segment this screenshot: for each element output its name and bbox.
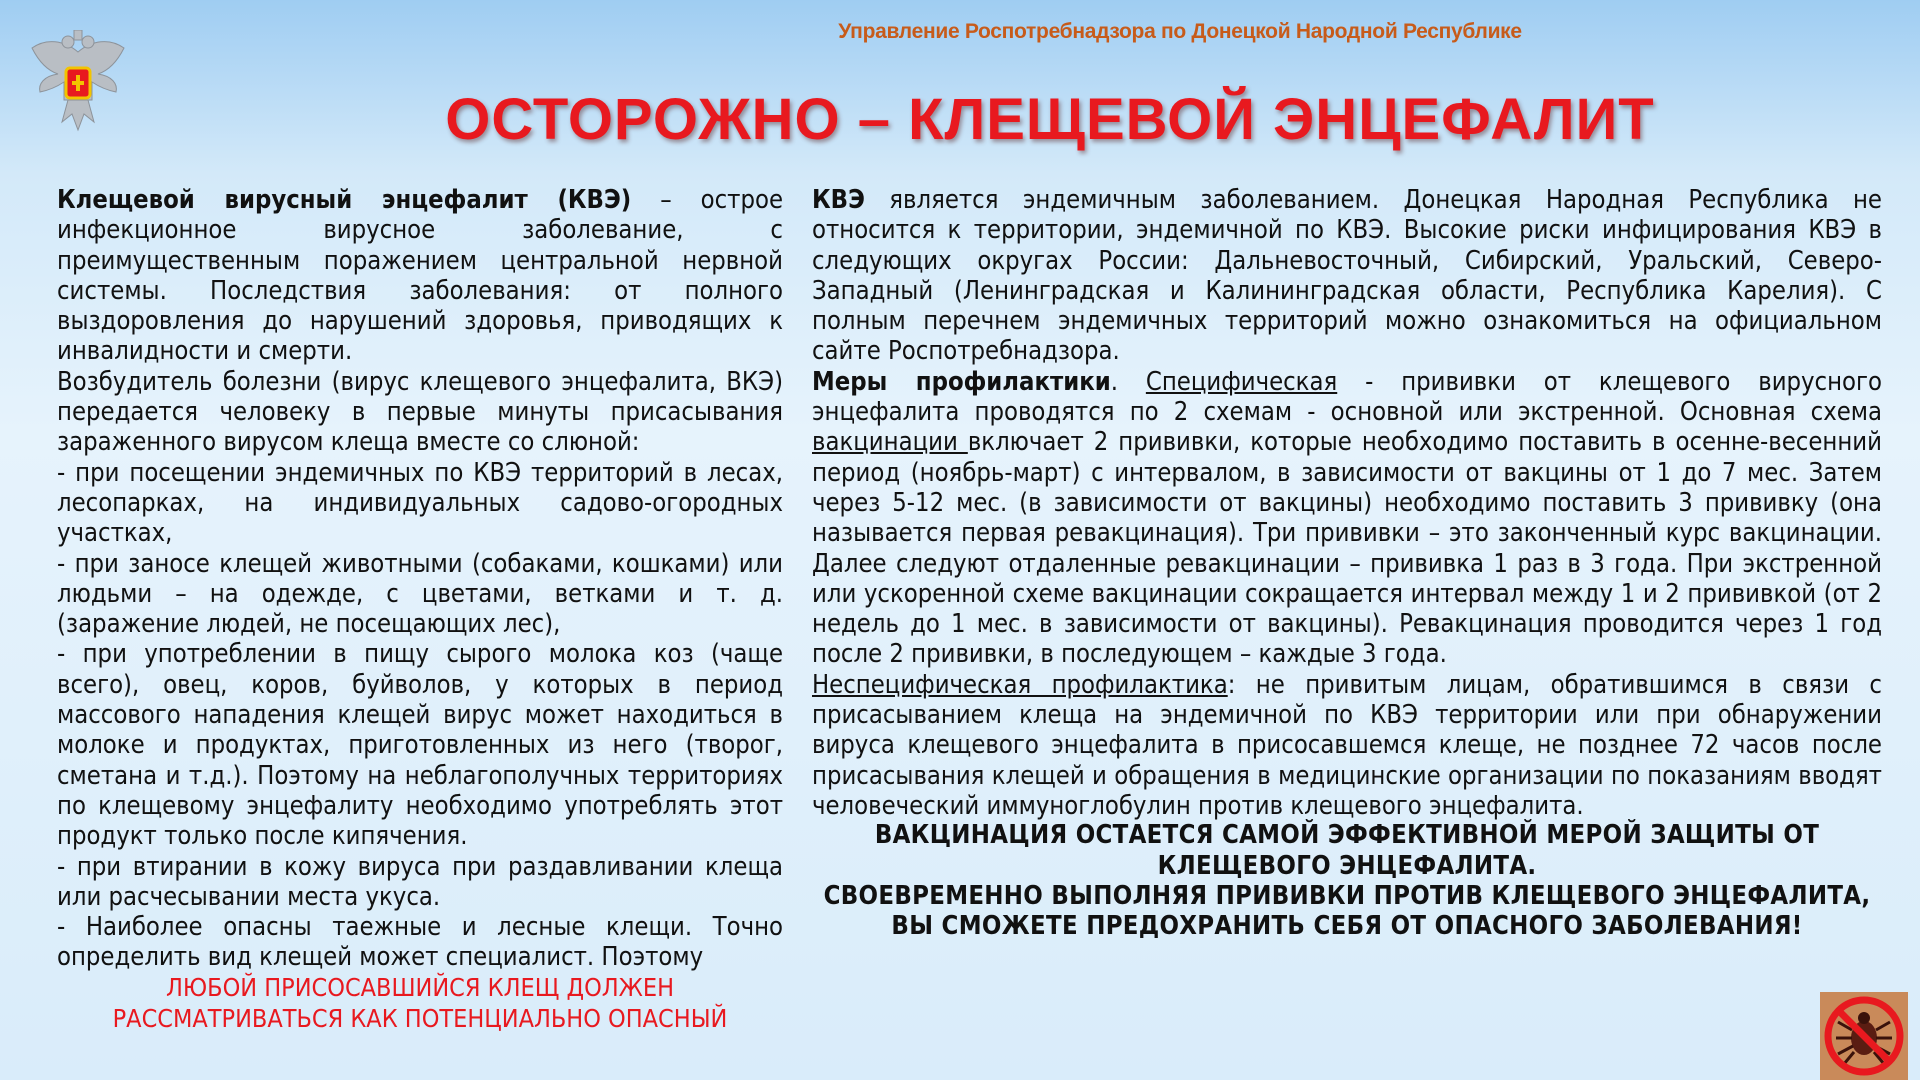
- left-paragraph-transmission: Возбудитель болезни (вирус клещевого энцефалита, ВКЭ) передается человеку в первые минуты присасывания зараженного вирусом клеща вместе со слюной:: [57, 365, 783, 457]
- left-column: [57, 184, 783, 1034]
- left-bullet-endemic-visit: - при посещении эндемичных по КВЭ территорий в лесах, лесопарках, на индивидуальных садово-огородных участках,: [57, 456, 783, 548]
- conclusion-vaccination: ВАКЦИНАЦИЯ ОСТАЕТСЯ САМОЙ ЭФФЕКТИВНОЙ МЕРОЙ ЗАЩИТЫ ОТ КЛЕЩЕВОГО ЭНЦЕФАЛИТА.: [874, 820, 1820, 881]
- prevention-heading: Меры профилактики: [812, 365, 1111, 396]
- kve-term: Клещевой вирусный энцефалит (КВЭ): [57, 184, 632, 214]
- left-bullet-carried-ticks: - при заносе клещей животными (собаками, кошками) или людьми – на одежде, с цветами, ветками и т. д. (заражение людей, не посещающих лес),: [57, 547, 783, 639]
- page-title: ОСТОРОЖНО – КЛЕЩЕВОЙ ЭНЦЕФАЛИТ: [445, 87, 1655, 152]
- right-paragraph-nonspecific: Неспецифическая профилактика: не привитым лицам, обратившимся в связи с присасыванием клеща на эндемичной по КВЭ территории или при обнаружении вируса клещевого энцефалита в присосавшемся клеще, не позднее 72 часов после присасывания клещей и обращения в медицинские организации по показаниям вводят человеческий иммуноглобулин против клещевого энцефалита.: [812, 668, 1882, 820]
- conclusion-call-to-action: СВОЕВРЕМЕННО ВЫПОЛНЯЯ ПРИВИВКИ ПРОТИВ КЛЕЩЕВОГО ЭНЦЕФАЛИТА, ВЫ СМОЖЕТЕ ПРЕДОХРАНИТЬ СЕБЯ ОТ ОПАСНОГО ЗАБОЛЕВАНИЯ!: [823, 880, 1871, 942]
- left-bullet-raw-milk: - при употреблении в пищу сырого молока коз (чаще всего), овец, коров, буйволов, у которых в период массового нападения клещей вирус может находиться в молоке и продуктах, приготовленных из него (творог, сметана и т.д.). Поэтому на неблагополучных территориях по клещевому энцефалиту необходимо употреблять этот продукт только после кипячения.: [57, 638, 783, 851]
- right-paragraph-prevention: Меры профилактики. Специфическая - прививки от клещевого вирусного энцефалита проводятся по 2 схемам - основной или экстренной. Основная схема вакцинации включает 2 прививки, которые необходимо поставить в осенне-весенний период (ноябрь-март) с интервалом, в зависимости от вакцины от 1 до 7 мес. Затем через 5-12 мес. (в зависимости от вакцины) необходимо поставить 3 прививку (она называется первая ревакцинация). Три прививки – это законченный курс вакцинации. Далее следуют отдаленные ревакцинации – прививка 1 раз в 3 года. При экстренной или ускоренной схеме вакцинации сокращается интервал между 1 и 2 прививкой (от 2 недель до 1 мес. в зависимости от вакцины). Ревакцинация проводится через 1 год после 2 прививки, в последующем – каждые 3 года.: [812, 365, 1882, 669]
- no-ticks-sign-icon: [1820, 992, 1908, 1080]
- right-column: [812, 184, 1882, 941]
- right-paragraph-endemic: КВЭ является эндемичным заболеванием. Донецкая Народная Республика не относится к территории, эндемичной по КВЭ. Высокие риски инфицирования КВЭ в следующих округах России: Дальневосточный, Сибирский, Уральский, Северо-Западный (Ленинградская и Калининградская области, Республика Карелия). С полным перечнем эндемичных территорий можно ознакомиться на официальном сайте Роспотребнадзора.: [812, 184, 1882, 366]
- agency-name: Управление Роспотребнадзора по Донецкой Народной Республике: [838, 20, 1522, 43]
- left-bullet-dangerous-ticks: - Наиболее опасны таежные и лесные клещи. Точно определить вид клещей может специалист. Поэтому: [57, 911, 783, 972]
- left-bullet-skin-rubbing: - при втирании в кожу вируса при раздавливании клеща или расчесывании места укуса.: [57, 850, 783, 911]
- rospotrebnadzor-emblem-icon: [28, 30, 128, 134]
- warning-text: ЛЮБОЙ ПРИСОСАВШИЙСЯ КЛЕЩ ДОЛЖЕН РАССМАТРИВАТЬСЯ КАК ПОТЕНЦИАЛЬНО ОПАСНЫЙ: [112, 972, 728, 1033]
- left-paragraph-definition: Клещевой вирусный энцефалит (КВЭ) – острое инфекционное вирусное заболевание, с преимущественным поражением центральной нервной системы. Последствия заболевания: от полного выздоровления до нарушений здоровья, приводящих к инвалидности и смерти.: [57, 184, 783, 366]
- nonspecific-heading: Неспецифическая профилактика: [812, 668, 1228, 699]
